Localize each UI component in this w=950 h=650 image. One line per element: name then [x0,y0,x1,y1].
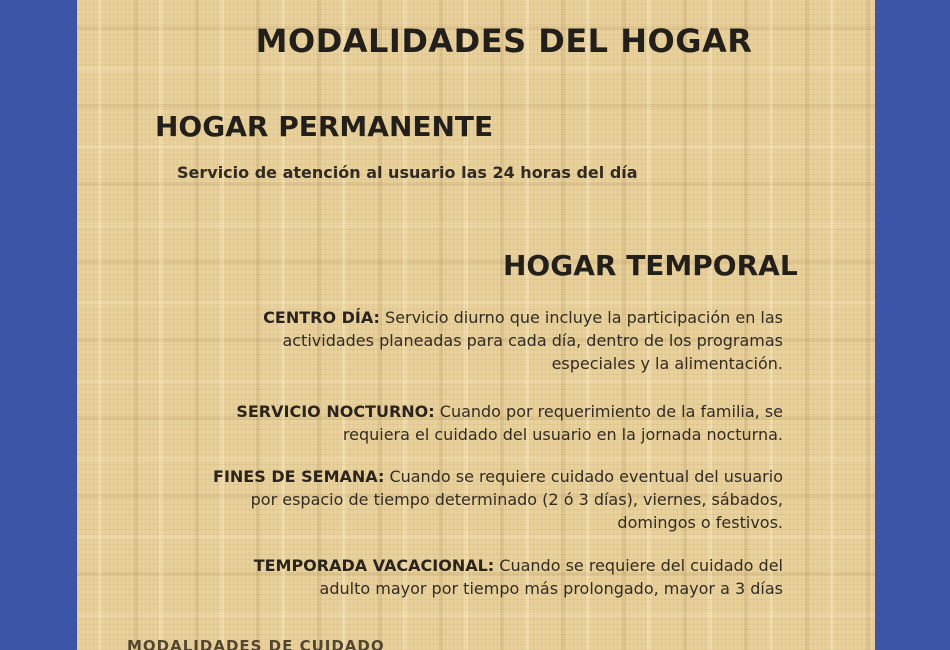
modality-label: FINES DE SEMANA: [213,467,385,486]
hogar-permanente-description: Servicio de atención al usuario las 24 horas del día [177,163,638,182]
modality-servicio-nocturno [211,400,783,446]
cutoff-bottom-caption: MODALIDADES DE CUIDADO [127,637,385,650]
section-heading-hogar-permanente: HOGAR PERMANENTE [155,110,494,143]
modality-text: Cuando se requiere del cuidado del adulto mayor por tiempo más prolongado, mayor a 3 días [319,556,783,598]
modality-text: Cuando se requiere cuidado eventual del usuario por espacio de tiempo determinado (2 ó 3 días), viernes, sábados, domingos o festivos. [250,467,783,532]
modality-fines-de-semana [211,465,783,534]
modality-label: SERVICIO NOCTURNO: [236,402,435,421]
modality-label: TEMPORADA VACACIONAL: [253,556,495,575]
modality-text: Servicio diurno que incluye la participación en las actividades planeadas para cada día, dentro de los programas especiales y la alimentación. [282,308,783,373]
section-heading-hogar-temporal: HOGAR TEMPORAL [503,249,798,282]
modality-label: CENTRO DÍA: [263,308,380,327]
paper-panel [77,0,875,650]
page-title: MODALIDADES DEL HOGAR [255,22,753,60]
modality-centro-dia [211,306,783,375]
modality-temporada-vacacional [211,554,783,600]
modality-text: Cuando por requerimiento de la familia, se requiera el cuidado del usuario en la jornada nocturna. [342,402,783,444]
